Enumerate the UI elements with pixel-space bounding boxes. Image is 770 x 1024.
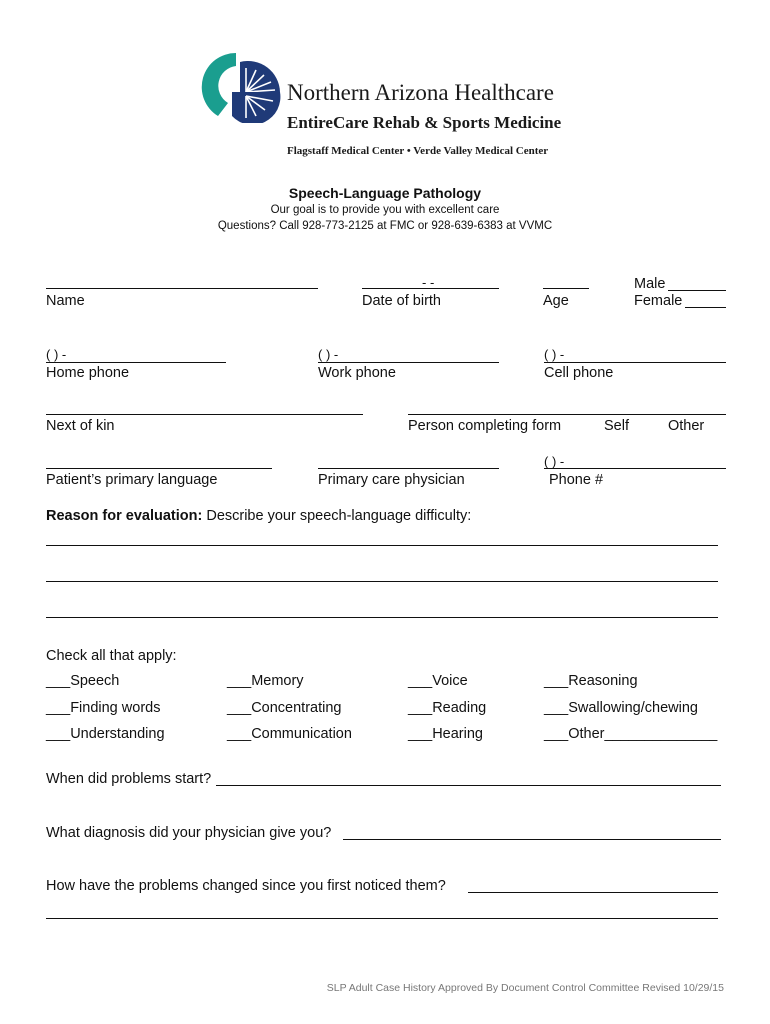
work-phone-field[interactable] bbox=[318, 362, 499, 363]
self-option[interactable]: Self bbox=[604, 418, 629, 434]
check-reading[interactable]: ___Reading bbox=[408, 700, 487, 716]
cell-phone-mask: ( ) - bbox=[544, 347, 565, 362]
work-phone-label: Work phone bbox=[318, 365, 396, 381]
q-diagnosis-label: What diagnosis did your physician give you? bbox=[46, 825, 332, 841]
age-field[interactable] bbox=[543, 288, 589, 289]
primary-language-label: Patient’s primary language bbox=[46, 472, 218, 488]
reason-text: Describe your speech-language difficulty: bbox=[202, 508, 472, 524]
check-reasoning[interactable]: ___Reasoning bbox=[544, 673, 638, 689]
physician-phone-label: Phone # bbox=[549, 472, 604, 488]
check-swallowing[interactable]: ___Swallowing/chewing bbox=[544, 700, 698, 716]
primary-language-field[interactable] bbox=[46, 468, 272, 469]
home-phone-mask: ( ) - bbox=[46, 347, 67, 362]
check-understanding[interactable]: ___Understanding bbox=[46, 726, 165, 742]
name-field[interactable] bbox=[46, 288, 318, 289]
person-completing-label: Person completing form bbox=[408, 418, 562, 434]
check-finding-words[interactable]: ___Finding words bbox=[46, 700, 161, 716]
physician-phone-mask: ( ) - bbox=[544, 454, 565, 469]
locations: Flagstaff Medical Center • Verde Valley Medical Center bbox=[287, 145, 549, 157]
female-label: Female bbox=[634, 293, 683, 309]
org-name: Northern Arizona Healthcare bbox=[287, 80, 554, 105]
reason-line-2[interactable] bbox=[46, 581, 718, 582]
physician-label: Primary care physician bbox=[318, 472, 465, 488]
female-checkbox-line[interactable] bbox=[685, 307, 726, 308]
department-name: EntireCare Rehab & Sports Medicine bbox=[287, 113, 562, 132]
form-subtitle: Our goal is to provide you with excellent care bbox=[270, 204, 500, 216]
reason-line-1[interactable] bbox=[46, 545, 718, 546]
cell-phone-field[interactable] bbox=[544, 362, 726, 363]
age-label: Age bbox=[543, 293, 569, 309]
dob-mask: - - bbox=[422, 275, 435, 290]
q-start-label: When did problems start? bbox=[46, 771, 212, 787]
check-concentrating[interactable]: ___Concentrating bbox=[227, 700, 342, 716]
footer-revision: SLP Adult Case History Approved By Document Control Committee Revised 10/29/15 bbox=[326, 982, 724, 994]
home-phone-field[interactable] bbox=[46, 362, 226, 363]
q-changed-field[interactable] bbox=[468, 892, 718, 893]
name-label: Name bbox=[46, 293, 85, 309]
check-speech[interactable]: ___Speech bbox=[46, 673, 120, 689]
form-title: Speech-Language Pathology bbox=[288, 185, 482, 201]
other-option[interactable]: Other bbox=[668, 418, 705, 434]
q-start-field[interactable] bbox=[216, 785, 721, 786]
person-completing-field[interactable] bbox=[408, 414, 726, 415]
logo-mark-icon bbox=[196, 48, 286, 123]
dob-label: Date of birth bbox=[362, 293, 441, 309]
check-communication[interactable]: ___Communication bbox=[227, 726, 352, 742]
check-all-label: Check all that apply: bbox=[46, 648, 177, 664]
reason-line-3[interactable] bbox=[46, 617, 718, 618]
male-label: Male bbox=[634, 276, 666, 292]
q-diagnosis-field[interactable] bbox=[343, 839, 721, 840]
physician-field[interactable] bbox=[318, 468, 499, 469]
next-of-kin-label: Next of kin bbox=[46, 418, 115, 434]
cell-phone-label: Cell phone bbox=[544, 365, 614, 381]
next-of-kin-field[interactable] bbox=[46, 414, 363, 415]
work-phone-mask: ( ) - bbox=[318, 347, 339, 362]
male-checkbox-line[interactable] bbox=[668, 290, 726, 291]
reason-label: Reason for evaluation: bbox=[46, 508, 203, 524]
q-changed-line-2[interactable] bbox=[46, 918, 718, 919]
q-changed-label: How have the problems changed since you first noticed them? bbox=[46, 878, 446, 894]
physician-phone-field[interactable] bbox=[544, 468, 726, 469]
check-voice[interactable]: ___Voice bbox=[408, 673, 468, 689]
form-contact: Questions? Call 928-773-2125 at FMC or 928-639-6383 at VVMC bbox=[217, 220, 553, 232]
home-phone-label: Home phone bbox=[46, 365, 130, 381]
check-other[interactable]: ___Other______________ bbox=[544, 726, 718, 742]
reason-heading bbox=[46, 508, 471, 524]
check-memory[interactable]: ___Memory bbox=[227, 673, 304, 689]
check-hearing[interactable]: ___Hearing bbox=[408, 726, 483, 742]
